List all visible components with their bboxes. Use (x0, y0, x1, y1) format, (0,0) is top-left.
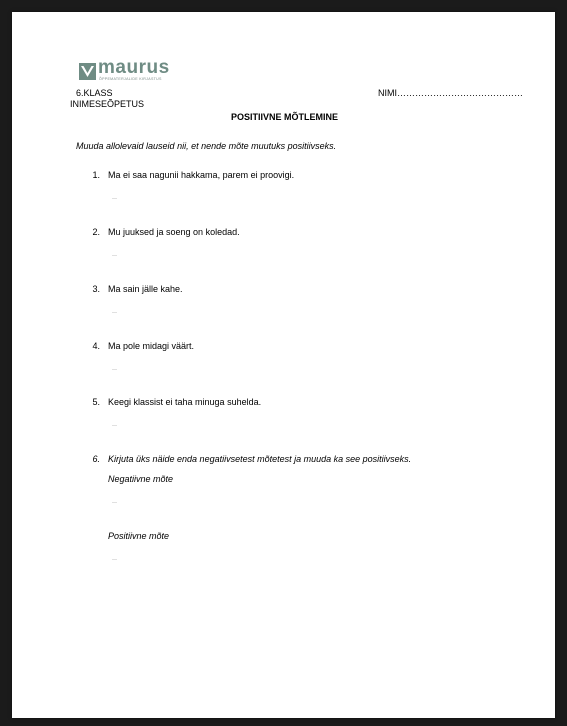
question-number: 1. (92, 170, 100, 180)
question-text: Ma ei saa nagunii hakkama, parem ei proovigi. (108, 170, 295, 180)
answer-space (112, 198, 117, 199)
maurus-logo (79, 57, 174, 83)
task-text: Kirjuta üks näide enda negatiivsetest mõtetest ja muuda ka see positiivseks. (108, 454, 412, 464)
instruction-text: Muuda allolevaid lauseid nii, et nende mõte muutuks positiivseks. (76, 141, 337, 151)
logo-mark-icon (79, 63, 96, 80)
answer-space (112, 559, 117, 560)
negative-thought-label: Negatiivne mõte (108, 474, 174, 484)
answer-space (112, 312, 117, 313)
positive-thought-label: Positiivne mõte (108, 531, 170, 541)
answer-space (112, 255, 117, 256)
task-number: 6. (92, 454, 100, 464)
answer-space (112, 502, 117, 503)
question-text: Ma sain jälle kahe. (108, 284, 183, 294)
page-title: POSITIIVNE MÕTLEMINE (231, 112, 339, 122)
name-field: NIMI…………………………………… (378, 88, 523, 98)
class-label: 6.KLASS (76, 88, 113, 98)
answer-space (112, 425, 117, 426)
question-number: 2. (92, 227, 100, 237)
question-text: Mu juuksed ja soeng on koledad. (108, 227, 240, 237)
logo-wordmark: maurus (98, 57, 170, 78)
worksheet-page (12, 12, 555, 718)
question-text: Keegi klassist ei taha minuga suhelda. (108, 397, 262, 407)
question-number: 4. (92, 341, 100, 351)
answer-space (112, 369, 117, 370)
subject-label: INIMESEÕPETUS (70, 99, 145, 109)
question-number: 5. (92, 397, 100, 407)
question-number: 3. (92, 284, 100, 294)
question-text: Ma pole midagi väärt. (108, 341, 195, 351)
logo-tagline: ÕPPEMATERJALIDE KIRJASTUS (99, 77, 162, 81)
